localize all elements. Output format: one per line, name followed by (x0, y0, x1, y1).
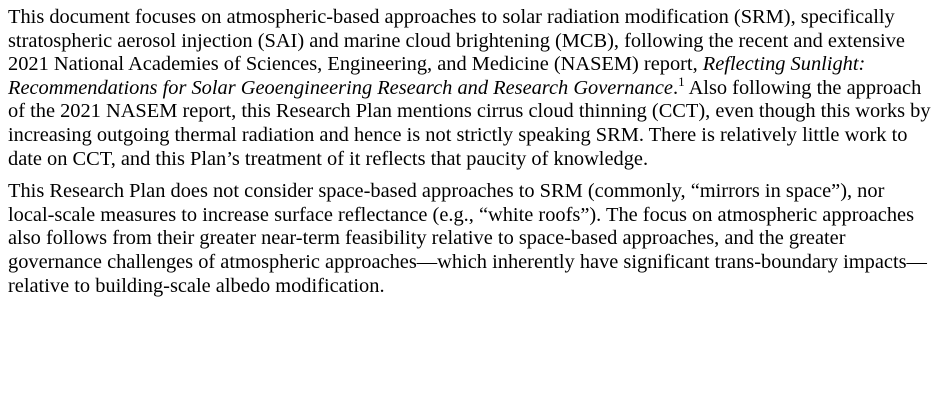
report-title: Reflecting Sunlight: Recommendations for Solar Geoengineering Research and Research Governance (8, 53, 866, 99)
footnote-reference[interactable]: 1 (678, 73, 685, 89)
paragraph-1-text-before: This document focuses on atmospheric-based approaches to solar radiation modification (SRM), specifically stratospheric aerosol injection (SAI) and marine cloud brightening (MCB), following the recent and extensive 2021 National Academies of Sciences, Engineering, and Medicine (NASEM) report, (8, 6, 905, 76)
paragraph-2 (8, 180, 932, 298)
paragraph-1-text-after: Also following the approach of the 2021 NASEM report, this Research Plan mentions cirrus cloud thinning (CCT), even though this works by increasing outgoing thermal radiation and hence is not strictly speaking SRM. There is relatively little work to date on CCT, and this Plan’s treatment of it reflects that paucity of knowledge. (8, 76, 931, 170)
paragraph-1-period: . (672, 76, 679, 99)
paragraph-2-text: This Research Plan does not consider space-based approaches to SRM (commonly, “mirrors in space”), nor local-scale measures to increase surface reflectance (e.g., “white roofs”). The focus on atmospheric approaches also follows from their greater near-term feasibility relative to space-based approaches, and the greater governance challenges of atmospheric approaches—which inherently have significant trans-boundary impacts—relative to building-scale albedo modification. (8, 180, 927, 297)
paragraph-1 (8, 6, 932, 171)
